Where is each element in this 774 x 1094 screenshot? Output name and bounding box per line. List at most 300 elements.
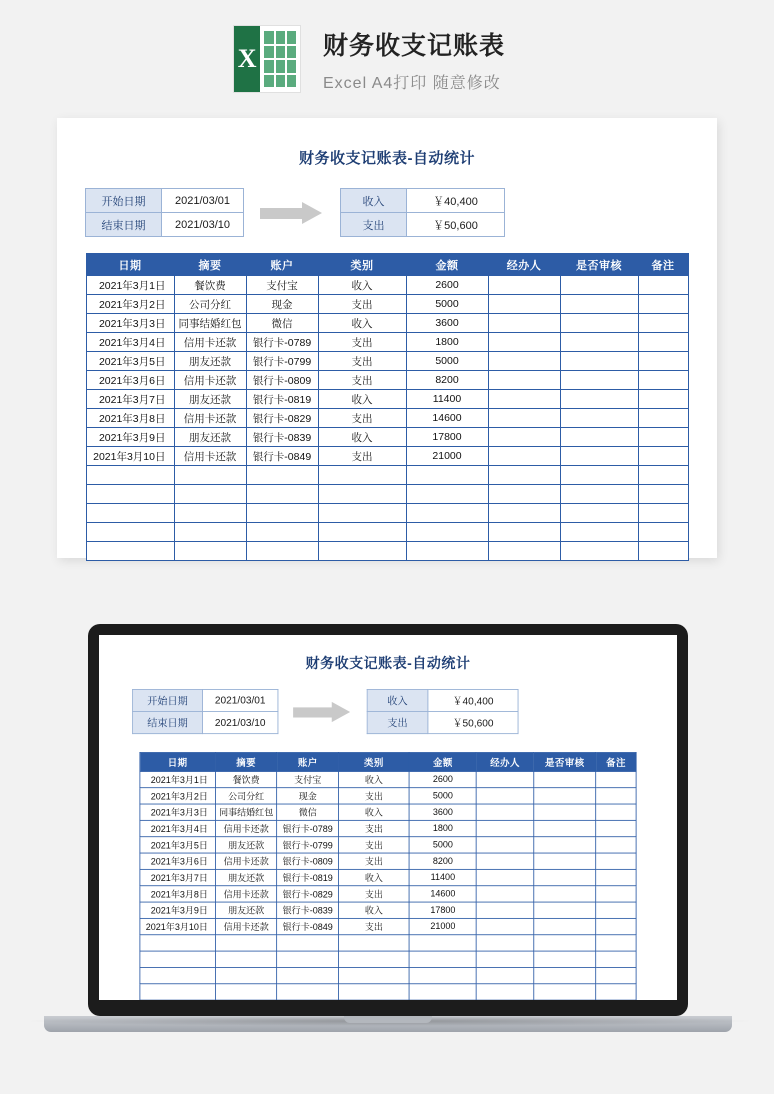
cell-operator[interactable] xyxy=(488,523,560,542)
cell-operator[interactable] xyxy=(488,485,560,504)
column-header-amount[interactable]: 金额 xyxy=(409,752,476,771)
cell-note[interactable] xyxy=(638,276,688,295)
cell-account[interactable] xyxy=(246,542,318,561)
cell-memo[interactable]: 朋友还款 xyxy=(215,902,277,918)
cell-note[interactable] xyxy=(596,820,636,836)
cell-audit[interactable] xyxy=(560,276,638,295)
cell-account[interactable]: 支付宝 xyxy=(277,771,338,787)
cell-memo[interactable]: 餐饮费 xyxy=(215,771,277,787)
cell-category[interactable]: 支出 xyxy=(318,352,406,371)
cell-memo[interactable]: 信用卡还款 xyxy=(174,371,246,390)
cell-note[interactable] xyxy=(596,935,636,951)
cell-date[interactable]: 2021年3月6日 xyxy=(86,371,174,390)
cell-account[interactable]: 银行卡-0789 xyxy=(246,333,318,352)
cell-date[interactable] xyxy=(86,523,174,542)
cell-note[interactable] xyxy=(596,771,636,787)
cell-memo[interactable]: 朋友还款 xyxy=(174,428,246,447)
laptop-mockup xyxy=(88,624,688,1016)
cell-amount[interactable] xyxy=(406,466,488,485)
table-row xyxy=(140,837,636,853)
column-header-date[interactable]: 日期 xyxy=(140,752,215,771)
cell-account[interactable] xyxy=(277,935,338,951)
cell-account[interactable]: 支付宝 xyxy=(246,276,318,295)
column-header-note[interactable]: 备注 xyxy=(596,752,636,771)
cell-memo[interactable] xyxy=(174,523,246,542)
cell-category[interactable]: 收入 xyxy=(338,804,409,820)
table-row xyxy=(86,447,688,466)
cell-audit[interactable] xyxy=(534,967,596,983)
cell-category[interactable]: 支出 xyxy=(338,853,409,869)
cell-date[interactable]: 2021年3月4日 xyxy=(140,820,215,836)
cell-memo[interactable]: 信用卡还款 xyxy=(215,886,277,902)
table-row xyxy=(140,967,636,983)
cell-account[interactable] xyxy=(277,951,338,967)
table-row xyxy=(367,712,518,734)
cell-date[interactable]: 2021年3月7日 xyxy=(86,390,174,409)
cell-category[interactable] xyxy=(318,523,406,542)
cell-category[interactable] xyxy=(338,935,409,951)
table-row xyxy=(140,935,636,951)
table-row xyxy=(341,189,505,213)
column-header-operator[interactable]: 经办人 xyxy=(488,254,560,276)
income-value: ￥40,400 xyxy=(428,689,518,711)
table-row xyxy=(367,689,518,711)
cell-date[interactable]: 2021年3月4日 xyxy=(86,333,174,352)
cell-note[interactable] xyxy=(596,918,636,934)
cell-date[interactable]: 2021年3月2日 xyxy=(86,295,174,314)
cell-operator[interactable] xyxy=(476,951,533,967)
cell-memo[interactable]: 同事结婚红包 xyxy=(215,804,277,820)
cell-category[interactable]: 支出 xyxy=(318,333,406,352)
cell-operator[interactable] xyxy=(476,771,533,787)
cell-audit[interactable] xyxy=(560,295,638,314)
cell-date[interactable]: 2021年3月5日 xyxy=(86,352,174,371)
cell-amount[interactable]: 8200 xyxy=(406,371,488,390)
cell-date[interactable]: 2021年3月9日 xyxy=(140,902,215,918)
cell-account[interactable]: 银行卡-0789 xyxy=(277,820,338,836)
page-subtitle: Excel A4打印 随意修改 xyxy=(323,74,501,92)
table-row xyxy=(86,213,244,237)
cell-account[interactable]: 微信 xyxy=(246,314,318,333)
cell-note[interactable] xyxy=(596,788,636,804)
cell-audit[interactable] xyxy=(534,771,596,787)
cell-note[interactable] xyxy=(596,886,636,902)
cell-memo[interactable]: 朋友还款 xyxy=(174,352,246,371)
cell-date[interactable]: 2021年3月1日 xyxy=(140,771,215,787)
cell-amount[interactable]: 14600 xyxy=(406,409,488,428)
cell-operator[interactable] xyxy=(488,314,560,333)
cell-operator[interactable] xyxy=(488,447,560,466)
cell-account[interactable]: 银行卡-0849 xyxy=(277,918,338,934)
cell-amount[interactable] xyxy=(406,523,488,542)
cell-amount[interactable]: 11400 xyxy=(406,390,488,409)
cell-category[interactable]: 收入 xyxy=(318,428,406,447)
cell-category[interactable] xyxy=(318,485,406,504)
table-row xyxy=(140,902,636,918)
cell-note[interactable] xyxy=(596,951,636,967)
cell-note[interactable] xyxy=(596,984,636,1000)
cell-account[interactable]: 微信 xyxy=(277,804,338,820)
cell-memo[interactable]: 朋友还款 xyxy=(215,837,277,853)
table-row xyxy=(86,466,688,485)
table-row xyxy=(140,804,636,820)
cell-date[interactable]: 2021年3月8日 xyxy=(86,409,174,428)
cell-audit[interactable] xyxy=(534,853,596,869)
ledger-head xyxy=(140,752,636,771)
cell-date[interactable] xyxy=(140,967,215,983)
cell-category[interactable]: 支出 xyxy=(318,409,406,428)
cell-note[interactable] xyxy=(638,314,688,333)
cell-account[interactable]: 银行卡-0819 xyxy=(246,390,318,409)
cell-memo[interactable]: 同事结婚红包 xyxy=(174,314,246,333)
cell-amount[interactable]: 14600 xyxy=(409,886,476,902)
table-row xyxy=(140,951,636,967)
start-date-value[interactable]: 2021/03/01 xyxy=(203,689,278,711)
cell-memo[interactable]: 信用卡还款 xyxy=(215,918,277,934)
column-header-memo[interactable]: 摘要 xyxy=(215,752,277,771)
cell-amount[interactable]: 2600 xyxy=(406,276,488,295)
laptop-screen xyxy=(99,635,677,1000)
cell-account[interactable]: 现金 xyxy=(277,788,338,804)
cell-audit[interactable] xyxy=(534,886,596,902)
cell-category[interactable]: 支出 xyxy=(338,918,409,934)
cell-date[interactable]: 2021年3月9日 xyxy=(86,428,174,447)
cell-date[interactable]: 2021年3月5日 xyxy=(140,837,215,853)
summary-block xyxy=(57,188,717,237)
cell-memo[interactable]: 公司分红 xyxy=(174,295,246,314)
summary-block-mini xyxy=(99,689,631,734)
cell-amount[interactable] xyxy=(409,951,476,967)
cell-operator[interactable] xyxy=(476,918,533,934)
cell-amount[interactable]: 17800 xyxy=(409,902,476,918)
preview-card xyxy=(57,118,717,558)
cell-account[interactable] xyxy=(246,523,318,542)
excel-logo-icon xyxy=(233,25,301,93)
cell-operator[interactable] xyxy=(476,869,533,885)
expense-value: ￥50,600 xyxy=(407,213,505,237)
cell-amount[interactable] xyxy=(406,542,488,561)
cell-memo[interactable]: 公司分红 xyxy=(215,788,277,804)
cell-account[interactable] xyxy=(277,984,338,1000)
cell-memo[interactable] xyxy=(174,504,246,523)
cell-amount[interactable] xyxy=(409,967,476,983)
cell-operator[interactable] xyxy=(476,804,533,820)
cell-note[interactable] xyxy=(596,804,636,820)
cell-account[interactable]: 银行卡-0799 xyxy=(277,837,338,853)
cell-account[interactable]: 银行卡-0819 xyxy=(277,869,338,885)
cell-date[interactable] xyxy=(86,466,174,485)
cell-audit[interactable] xyxy=(560,542,638,561)
cell-category[interactable] xyxy=(338,984,409,1000)
cell-operator[interactable] xyxy=(488,371,560,390)
cell-category[interactable]: 收入 xyxy=(338,869,409,885)
cell-amount[interactable]: 5000 xyxy=(406,295,488,314)
cell-audit[interactable] xyxy=(534,869,596,885)
table-row xyxy=(86,295,688,314)
laptop-notch xyxy=(344,1016,432,1023)
cell-category[interactable]: 支出 xyxy=(318,371,406,390)
cell-category[interactable]: 收入 xyxy=(318,276,406,295)
cell-operator[interactable] xyxy=(488,295,560,314)
cell-date[interactable]: 2021年3月10日 xyxy=(86,447,174,466)
cell-note[interactable] xyxy=(638,466,688,485)
cell-date[interactable]: 2021年3月2日 xyxy=(140,788,215,804)
cell-memo[interactable]: 朋友还款 xyxy=(174,390,246,409)
cell-category[interactable] xyxy=(318,466,406,485)
expense-label: 支出 xyxy=(367,712,428,734)
column-header-category[interactable]: 类别 xyxy=(338,752,409,771)
cell-amount[interactable]: 3600 xyxy=(409,804,476,820)
cell-audit[interactable] xyxy=(534,951,596,967)
cell-audit[interactable] xyxy=(560,333,638,352)
cell-amount[interactable] xyxy=(409,935,476,951)
cell-amount[interactable]: 5000 xyxy=(406,352,488,371)
cell-note[interactable] xyxy=(596,869,636,885)
table-row xyxy=(140,820,636,836)
cell-amount[interactable]: 21000 xyxy=(409,918,476,934)
expense-value: ￥50,600 xyxy=(428,712,518,734)
cell-memo[interactable] xyxy=(215,967,277,983)
cell-memo[interactable] xyxy=(174,485,246,504)
cell-date[interactable] xyxy=(140,935,215,951)
cell-audit[interactable] xyxy=(560,466,638,485)
cell-date[interactable] xyxy=(86,504,174,523)
cell-operator[interactable] xyxy=(476,984,533,1000)
cell-note[interactable] xyxy=(638,542,688,561)
arrow-right-icon xyxy=(293,701,352,721)
cell-date[interactable]: 2021年3月6日 xyxy=(140,853,215,869)
cell-operator[interactable] xyxy=(476,853,533,869)
cell-amount[interactable] xyxy=(409,984,476,1000)
column-header-date[interactable]: 日期 xyxy=(86,254,174,276)
cell-amount[interactable]: 5000 xyxy=(409,788,476,804)
table-row xyxy=(140,788,636,804)
cell-amount[interactable] xyxy=(406,485,488,504)
cell-category[interactable]: 收入 xyxy=(318,314,406,333)
cell-amount[interactable]: 1800 xyxy=(409,820,476,836)
cell-date[interactable]: 2021年3月1日 xyxy=(86,276,174,295)
cell-account[interactable]: 银行卡-0829 xyxy=(246,409,318,428)
cell-memo[interactable]: 信用卡还款 xyxy=(174,409,246,428)
start-date-label: 开始日期 xyxy=(133,689,203,711)
cell-note[interactable] xyxy=(638,390,688,409)
table-row xyxy=(140,886,636,902)
cell-category[interactable]: 收入 xyxy=(318,390,406,409)
cell-category[interactable]: 支出 xyxy=(338,820,409,836)
cell-date[interactable] xyxy=(86,485,174,504)
cell-operator[interactable] xyxy=(476,837,533,853)
cell-audit[interactable] xyxy=(560,447,638,466)
cell-category[interactable] xyxy=(338,967,409,983)
cell-category[interactable] xyxy=(318,504,406,523)
cell-operator[interactable] xyxy=(488,409,560,428)
cell-note[interactable] xyxy=(638,485,688,504)
column-header-memo[interactable]: 摘要 xyxy=(174,254,246,276)
cell-audit[interactable] xyxy=(534,902,596,918)
cell-amount[interactable]: 21000 xyxy=(406,447,488,466)
table-row xyxy=(86,333,688,352)
sheet-title: 财务收支记账表-自动统计 xyxy=(299,150,475,167)
cell-audit[interactable] xyxy=(560,314,638,333)
cell-audit[interactable] xyxy=(534,837,596,853)
cell-amount[interactable]: 8200 xyxy=(409,853,476,869)
cell-audit[interactable] xyxy=(534,984,596,1000)
cell-amount[interactable]: 1800 xyxy=(406,333,488,352)
cell-account[interactable]: 银行卡-0799 xyxy=(246,352,318,371)
cell-date[interactable] xyxy=(140,984,215,1000)
cell-amount[interactable]: 2600 xyxy=(409,771,476,787)
cell-date[interactable]: 2021年3月7日 xyxy=(140,869,215,885)
cell-audit[interactable] xyxy=(560,504,638,523)
cell-operator[interactable] xyxy=(488,276,560,295)
cell-operator[interactable] xyxy=(476,935,533,951)
cell-operator[interactable] xyxy=(488,466,560,485)
ledger-head xyxy=(86,254,688,276)
cell-operator[interactable] xyxy=(476,902,533,918)
cell-note[interactable] xyxy=(638,409,688,428)
column-header-account[interactable]: 账户 xyxy=(246,254,318,276)
cell-operator[interactable] xyxy=(476,820,533,836)
cell-note[interactable] xyxy=(596,902,636,918)
cell-audit[interactable] xyxy=(534,918,596,934)
cell-memo[interactable] xyxy=(215,935,277,951)
cell-memo[interactable]: 信用卡还款 xyxy=(174,447,246,466)
cell-category[interactable]: 支出 xyxy=(318,295,406,314)
cell-account[interactable]: 银行卡-0849 xyxy=(246,447,318,466)
cell-category[interactable]: 支出 xyxy=(318,447,406,466)
cell-memo[interactable]: 信用卡还款 xyxy=(215,820,277,836)
cell-memo[interactable]: 信用卡还款 xyxy=(174,333,246,352)
cell-account[interactable]: 银行卡-0829 xyxy=(277,886,338,902)
cell-note[interactable] xyxy=(638,352,688,371)
ledger-body xyxy=(86,276,688,561)
cell-memo[interactable] xyxy=(215,984,277,1000)
cell-account[interactable]: 银行卡-0809 xyxy=(246,371,318,390)
cell-amount[interactable] xyxy=(406,504,488,523)
cell-audit[interactable] xyxy=(534,804,596,820)
cell-audit[interactable] xyxy=(560,409,638,428)
cell-audit[interactable] xyxy=(560,428,638,447)
column-header-note[interactable]: 备注 xyxy=(638,254,688,276)
cell-note[interactable] xyxy=(596,837,636,853)
cell-operator[interactable] xyxy=(476,788,533,804)
cell-memo[interactable]: 朋友还款 xyxy=(215,869,277,885)
cell-memo[interactable]: 信用卡还款 xyxy=(215,853,277,869)
cell-note[interactable] xyxy=(596,853,636,869)
cell-category[interactable] xyxy=(338,951,409,967)
cell-account[interactable]: 现金 xyxy=(246,295,318,314)
cell-operator[interactable] xyxy=(488,542,560,561)
expense-label: 支出 xyxy=(341,213,407,237)
table-row xyxy=(133,689,278,711)
cell-note[interactable] xyxy=(638,428,688,447)
cell-audit[interactable] xyxy=(560,485,638,504)
cell-category[interactable] xyxy=(318,542,406,561)
cell-date[interactable]: 2021年3月8日 xyxy=(140,886,215,902)
cell-memo[interactable] xyxy=(215,951,277,967)
date-range-table xyxy=(85,188,244,237)
cell-category[interactable]: 收入 xyxy=(338,902,409,918)
cell-audit[interactable] xyxy=(560,390,638,409)
cell-date[interactable]: 2021年3月10日 xyxy=(140,918,215,934)
cell-account[interactable] xyxy=(246,466,318,485)
cell-category[interactable]: 支出 xyxy=(338,886,409,902)
table-row xyxy=(86,523,688,542)
cell-category[interactable]: 支出 xyxy=(338,788,409,804)
table-row xyxy=(86,276,688,295)
cell-date[interactable] xyxy=(140,951,215,967)
cell-note[interactable] xyxy=(638,371,688,390)
cell-audit[interactable] xyxy=(560,352,638,371)
cell-audit[interactable] xyxy=(560,371,638,390)
end-date-value[interactable]: 2021/03/10 xyxy=(203,712,278,734)
column-header-audit[interactable]: 是否审核 xyxy=(560,254,638,276)
cell-operator[interactable] xyxy=(476,886,533,902)
cell-amount[interactable]: 3600 xyxy=(406,314,488,333)
cell-amount[interactable]: 17800 xyxy=(406,428,488,447)
arrow-right-icon xyxy=(260,202,324,224)
cell-operator[interactable] xyxy=(488,390,560,409)
cell-note[interactable] xyxy=(638,523,688,542)
column-header-amount[interactable]: 金额 xyxy=(406,254,488,276)
cell-note[interactable] xyxy=(638,333,688,352)
cell-account[interactable] xyxy=(246,485,318,504)
start-date-value[interactable]: 2021/03/01 xyxy=(162,189,244,213)
end-date-value[interactable]: 2021/03/10 xyxy=(162,213,244,237)
cell-operator[interactable] xyxy=(488,333,560,352)
cell-audit[interactable] xyxy=(534,935,596,951)
column-header-audit[interactable]: 是否审核 xyxy=(534,752,596,771)
cell-operator[interactable] xyxy=(476,967,533,983)
table-row xyxy=(140,771,636,787)
cell-operator[interactable] xyxy=(488,428,560,447)
column-header-account[interactable]: 账户 xyxy=(277,752,338,771)
cell-date[interactable] xyxy=(86,542,174,561)
cell-amount[interactable]: 11400 xyxy=(409,869,476,885)
cell-account[interactable] xyxy=(277,967,338,983)
cell-category[interactable]: 支出 xyxy=(338,837,409,853)
table-row xyxy=(140,918,636,934)
cell-operator[interactable] xyxy=(488,352,560,371)
cell-category[interactable]: 收入 xyxy=(338,771,409,787)
cell-note[interactable] xyxy=(638,295,688,314)
cell-date[interactable]: 2021年3月3日 xyxy=(140,804,215,820)
cell-note[interactable] xyxy=(638,504,688,523)
cell-audit[interactable] xyxy=(534,820,596,836)
cell-memo[interactable]: 餐饮费 xyxy=(174,276,246,295)
cell-account[interactable]: 银行卡-0839 xyxy=(246,428,318,447)
cell-audit[interactable] xyxy=(560,523,638,542)
column-header-operator[interactable]: 经办人 xyxy=(476,752,533,771)
cell-memo[interactable] xyxy=(174,466,246,485)
cell-memo[interactable] xyxy=(174,542,246,561)
page-title: 财务收支记账表 xyxy=(323,31,506,60)
cell-note[interactable] xyxy=(638,447,688,466)
cell-account[interactable]: 银行卡-0809 xyxy=(277,853,338,869)
cell-operator[interactable] xyxy=(488,504,560,523)
cell-audit[interactable] xyxy=(534,788,596,804)
cell-account[interactable] xyxy=(246,504,318,523)
cell-date[interactable]: 2021年3月3日 xyxy=(86,314,174,333)
cell-amount[interactable]: 5000 xyxy=(409,837,476,853)
start-date-label: 开始日期 xyxy=(86,189,162,213)
cell-note[interactable] xyxy=(596,967,636,983)
column-header-category[interactable]: 类别 xyxy=(318,254,406,276)
table-row xyxy=(86,504,688,523)
cell-account[interactable]: 银行卡-0839 xyxy=(277,902,338,918)
income-label: 收入 xyxy=(367,689,428,711)
table-row xyxy=(86,371,688,390)
